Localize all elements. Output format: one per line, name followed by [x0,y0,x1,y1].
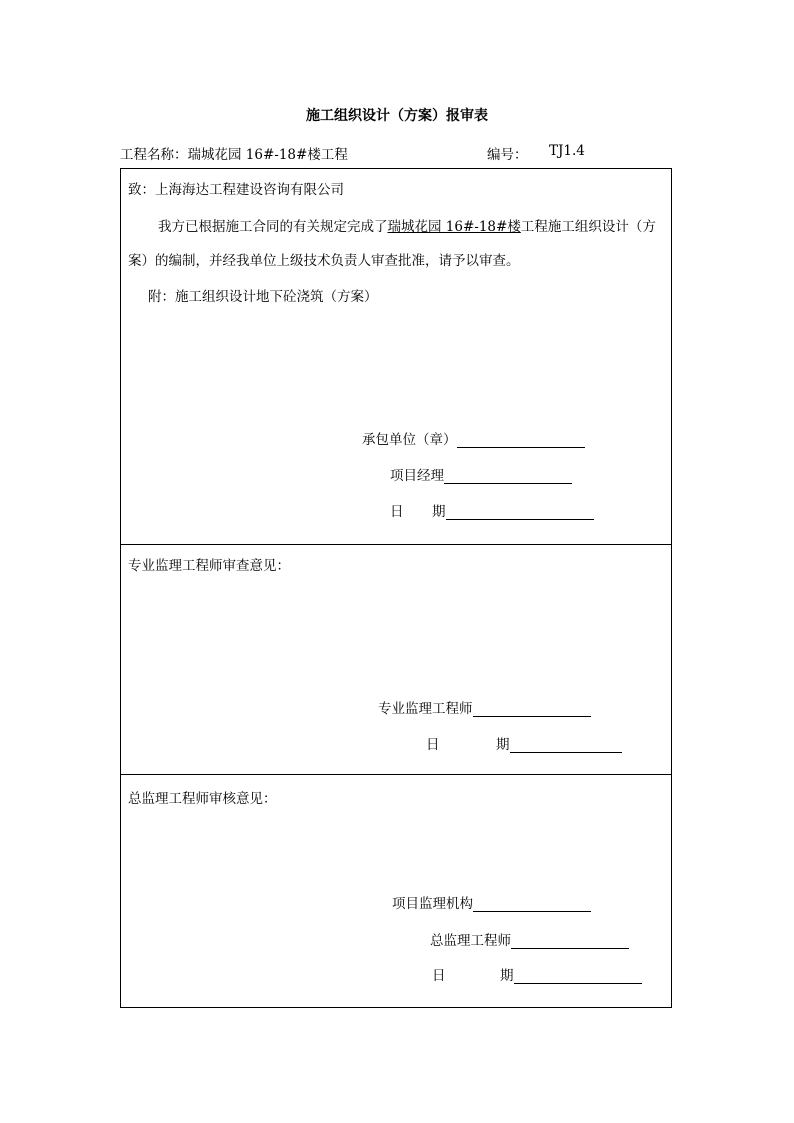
chief-signature-row [430,929,629,949]
project-name: 瑞城花园 16#-18#楼工程 [187,147,348,163]
chief-blank [511,934,629,949]
project-name-row [120,143,348,163]
org-signature-row [392,892,591,912]
date-label-period-3: 期 [500,968,514,984]
date-label-day-3: 日 [432,968,446,984]
date-blank-1 [446,505,594,520]
attachment-line: 附：施工组织设计地下砼浇筑（方案） [148,289,378,305]
date-blank-2 [510,738,622,753]
body-line-2: 案）的编制，并经我单位上级技术负责人审查批准，请予以审查。 [128,253,520,269]
date-label-day-2: 日 [426,737,440,753]
org-blank [473,897,591,912]
body-line-1 [158,215,656,235]
engineer-review-section [120,544,672,775]
engineer-blank [473,702,591,717]
submission-section [120,168,672,545]
chief-review-heading: 总监理工程师审核意见： [128,791,277,807]
chief-review-section [120,774,672,1008]
form-number-value: TJ1.4 [549,143,585,159]
form-title: 施工组织设计（方案）报审表 [306,108,488,124]
recipient-line: 致：上海海达工程建设咨询有限公司 [128,182,344,198]
engineer-label: 专业监理工程师 [378,701,473,717]
chief-label: 总监理工程师 [430,933,511,949]
manager-blank [444,469,572,484]
date-label-day: 日 [390,504,404,520]
date-row-1 [432,500,594,520]
engineer-review-heading: 专业监理工程师审查意见： [128,558,290,574]
manager-signature-row [390,464,572,484]
date-label-period-2: 期 [496,737,510,753]
body-prefix: 我方已根据施工合同的有关规定完成了 [158,219,388,235]
body-suffix: 工程施工组织设计（方 [520,219,656,235]
contractor-signature-row [362,428,585,448]
project-label: 工程名称： [120,147,188,163]
date-row-2 [496,733,622,753]
date-row-3 [500,964,642,984]
manager-label: 项目经理 [390,468,444,484]
contractor-blank [457,433,585,448]
engineer-signature-row [378,697,591,717]
form-number-label: 编号： [487,147,528,163]
contractor-label: 承包单位（章） [362,432,457,448]
date-label-period: 期 [432,504,446,520]
org-label: 项目监理机构 [392,896,473,912]
body-project-underlined: 瑞城花园 16#-18#楼 [387,219,521,235]
date-blank-3 [514,969,642,984]
